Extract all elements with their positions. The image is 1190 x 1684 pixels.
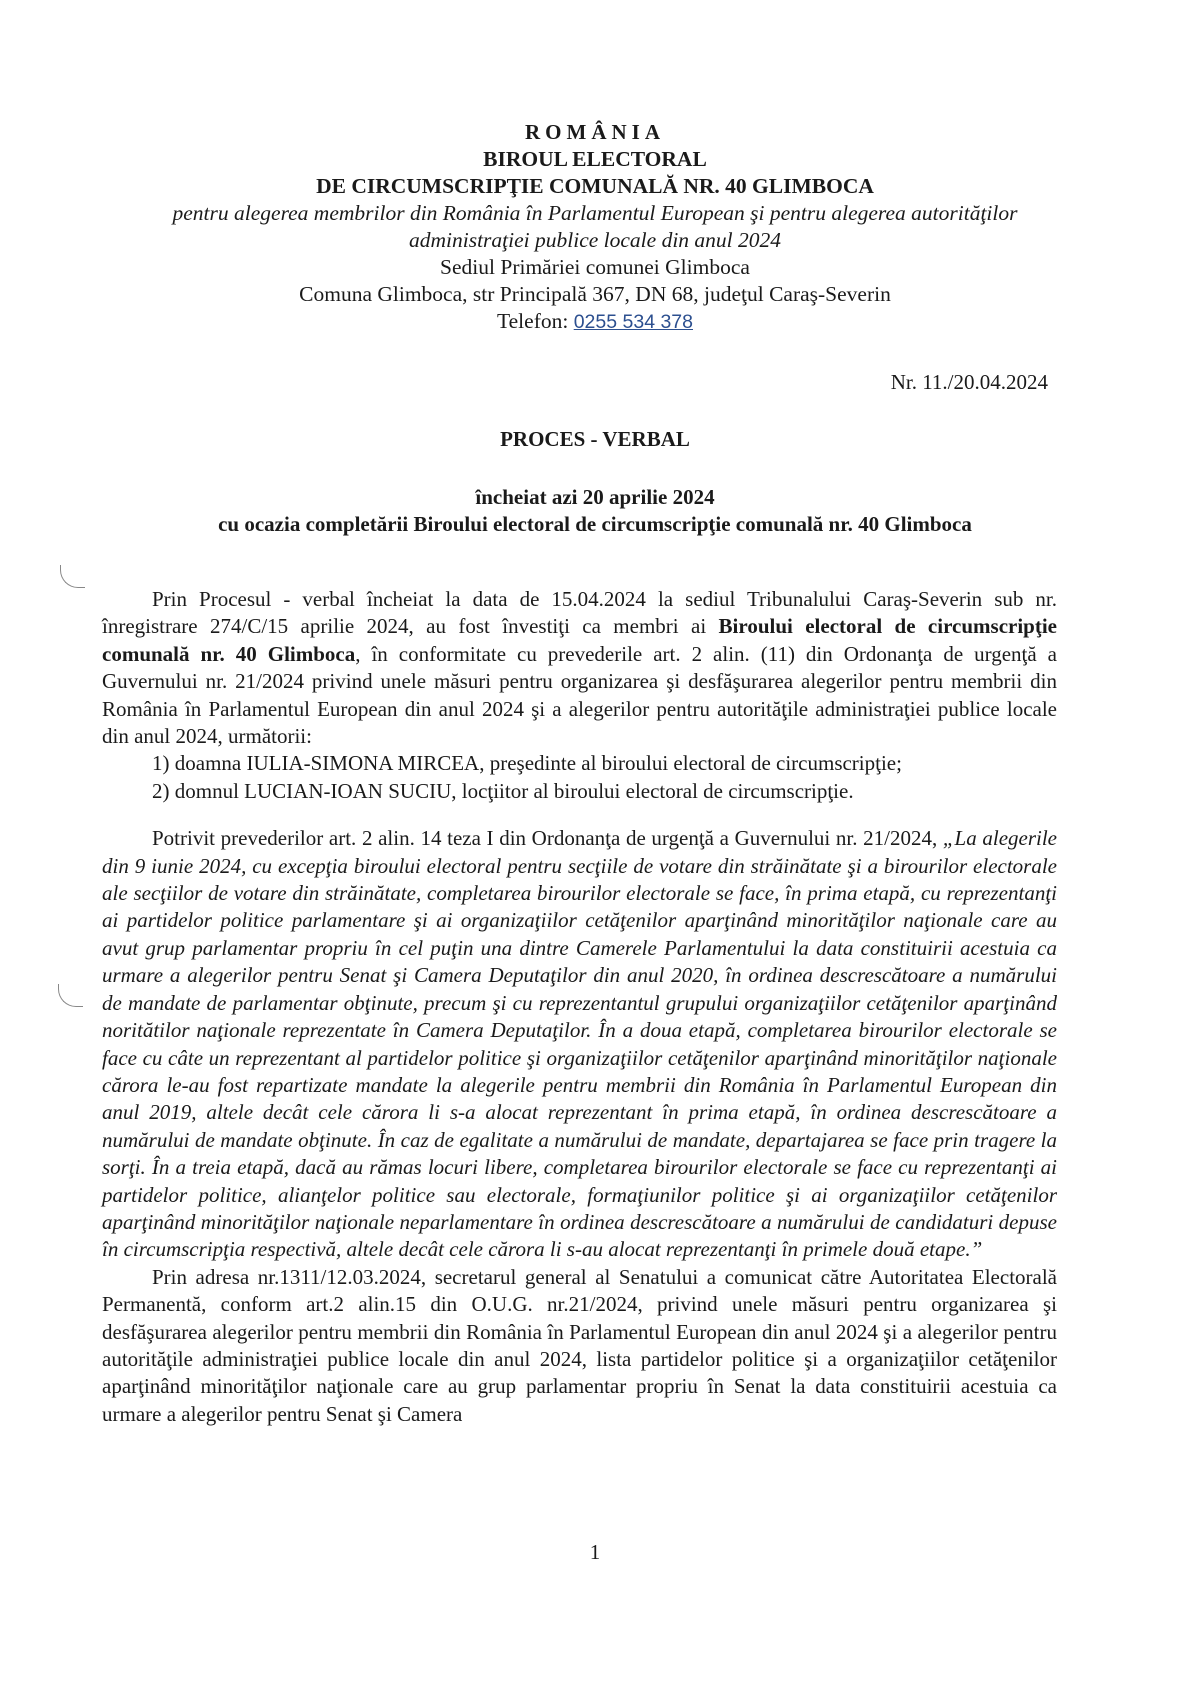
header-phone-line (80, 308, 1110, 336)
header-purpose-line1: pentru alegerea membrilor din România în Parlamentul European şi pentru alegerea autorităţilor (172, 201, 1018, 225)
document-header (80, 119, 1110, 336)
paragraph-gap (102, 805, 1057, 825)
header-seat: Sediul Primăriei comunei Glimboca (440, 255, 750, 279)
header-address: Comuna Glimboca, str Principală 367, DN 68, judeţul Caraş-Severin (299, 282, 891, 306)
margin-mark-icon (60, 565, 85, 588)
paragraph-text: , în conformitate cu prevederile art. 2 alin. (11) din Ordonanţa de urgenţă a Guvernului nr. 21/2024 privind unele măsuri pentru organizarea şi desfăşurarea alegerilor pentru membrii din România în Parlamentul European din anul 2024 şi a alegerilor pentru autorităţile administraţiei publice locale din anul 2024, următorii: (102, 641, 1057, 749)
law-quote: „La alegerile din 9 iunie 2024, cu excepţia biroului electoral pentru secţiile de votare din străinătate şi a birourilor electorale ale secţiilor de votare din străinătate, completarea birourilor electorale se face, în prima etapă, cu reprezentanţi ai partidelor politice parlamentare şi ai organizaţiilor cetăţenilor aparţinând minorităţilor naţionale care au avut grup parlamentar propriu în cel puţin una dintre Camerele Parlamentului la data constituirii acestuia ca urmare a alegerilor pentru Senat şi Camera Deputaţilor din anul 2020, în ordinea descrescătoare a numărului de mandate de parlamentar obţinute, precum şi cu reprezentantul grupului organizaţiilor cetăţenilor aparţinând noritătilor naţionale reprezentate în Camera Deputaţilor. În a doua etapă, completarea birourilor electorale se face cu câte un reprezentant al partidelor politice şi organizaţiilor cetăţenilor aparţinând minorităţilor naţionale cărora le-au fost repartizate mandate la alegerile pentru membrii din România în Parlamentul European din anul 2019, altele decât cele cărora li s-a alocat reprezentant în prima etapă, în ordinea descrescătoare a numărului de mandate obţinute. În caz de egalitate a numărului de mandate, departajarea se face prin tragere la sorţi. În a treia etapă, dacă au rămas locuri libere, completarea birourilor electorale se face cu reprezentanţi ai partidelor politice, alianţelor politice sau electorale, formaţiunilor politice şi ai organizaţiilor cetăţenilor aparţinând minorităţilor naţionale neparlamentare în ordinea descrescătoare a numărului de candidaturi depuse în circumscripţia respectivă, altele decât cele cărora li s-au alocat reprezentanţi în primele două etape.” (102, 826, 1057, 1262)
margin-mark-icon (58, 984, 83, 1007)
paragraph-senate-address: Prin adresa nr.1311/12.03.2024, secretarul general al Senatului a comunicat către Autoritatea Electorală Permanentă, conform art.2 alin.15 din O.U.G. nr.21/2024, privind unele măsuri pentru organizarea şi desfăşurarea alegerilor pentru membrii din România în Parlamentul European din anul 2024 şi a alegerilor pentru autorităţile administraţiei publice locale din anul 2024, lista partidelor politice şi a organizaţiilor cetăţenilor aparţinând minorităţilor naţionale care au grup parlamentar propriu în Senat la data constituirii acestuia ca urmare a alegerilor pentru Senat şi Camera (102, 1264, 1057, 1426)
page-number: 1 (589, 1540, 601, 1564)
member-item: 1) doamna IULIA-SIMONA MIRCEA, preşedinte al biroului electoral de circumscripţie; (152, 751, 902, 776)
header-office: BIROUL ELECTORAL (483, 147, 707, 171)
phone-link[interactable]: 0255 534 378 (573, 311, 693, 333)
header-purpose-line2: administraţiei publice locale din anul 2024 (408, 228, 782, 252)
header-country: ROMÂNIA (525, 120, 665, 144)
document-subtitle (0, 484, 1190, 538)
bureau-name: Biroului electoral de circumscripţie comunală nr. 40 Glimboca (102, 614, 1057, 666)
subtitle-line2: cu ocazia completării Biroului electoral de circumscripţie comunală nr. 40 Glimboca (218, 512, 972, 536)
subtitle-line1: încheiat azi 20 aprilie 2024 (475, 485, 715, 509)
paragraph-legal-basis (102, 825, 1057, 1264)
paragraph-text: Potrivit prevederilor art. 2 alin. 14 teza I din Ordonanţa de urgenţă a Guvernului nr. 21/2024, (152, 826, 943, 851)
document-title: PROCES - VERBAL (500, 427, 690, 451)
member-item: 2) domnul LUCIAN-IOAN SUCIU, locţiitor al biroului electoral de circumscripţie. (152, 778, 854, 803)
registration-number: Nr. 11./20.04.2024 (890, 370, 1048, 394)
document-body (102, 586, 1057, 1428)
header-district: DE CIRCUMSCRIPŢIE COMUNALĂ NR. 40 GLIMBOCA (316, 174, 874, 198)
phone-label: Telefon: (497, 309, 569, 333)
paragraph-investiture (102, 586, 1057, 750)
paragraph-text: Prin Procesul - verbal încheiat la data de 15.04.2024 la sediul Tribunalului Caraş-Severin sub nr. înregistrare 274/C/15 aprilie 2024, au fost învestiţi ca membri ai (102, 587, 1057, 639)
